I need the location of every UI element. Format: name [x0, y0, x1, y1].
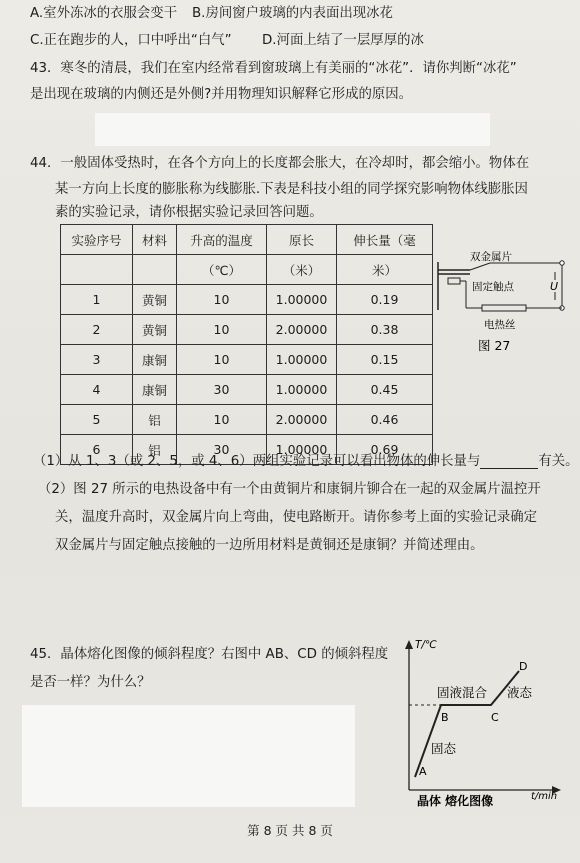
- point-a: A: [419, 765, 427, 778]
- q44-line1: 44．一般固体受热时，在各个方向上的长度都会胀大，在冷却时，都会缩小。物体在: [30, 156, 530, 171]
- table-row: [61, 405, 433, 435]
- option-b: B.房间窗户玻璃的内表面出现冰花: [192, 6, 393, 21]
- table-cell: 黄铜: [133, 285, 177, 315]
- table-row: [61, 285, 433, 315]
- table-cell: 1.00000: [267, 435, 337, 465]
- point-b: B: [441, 711, 449, 724]
- table-cell: 铝: [133, 405, 177, 435]
- table-row: [61, 375, 433, 405]
- label-solid: 固态: [431, 741, 457, 756]
- table-header: 升高的温度: [177, 225, 267, 255]
- q44-sub1: [33, 452, 579, 472]
- table-unit: （℃）: [177, 255, 267, 285]
- table-unit: [61, 255, 133, 285]
- table-cell: 10: [177, 345, 267, 375]
- table-cell: 3: [61, 345, 133, 375]
- page-number: 第 8 页 共 8 页: [247, 823, 333, 838]
- table-unit: [133, 255, 177, 285]
- q45-answer-area[interactable]: [22, 705, 355, 807]
- label-voltage: U: [550, 280, 559, 293]
- q43-line1: 43．寒冬的清晨，我们在室内经常看到窗玻璃上有美丽的“冰花”．请你判断“冰花”: [30, 61, 517, 76]
- label-liquid: 液态: [507, 685, 533, 700]
- table-cell: 康铜: [133, 345, 177, 375]
- table-cell: 1.00000: [267, 285, 337, 315]
- table-unit: 米）: [337, 255, 433, 285]
- q44-sub1-blank[interactable]: [480, 454, 538, 469]
- q44-sub1-text: （1）从 1、3（或 2、5，或 4、6）两组实验记录可以看出物体的伸长量与: [33, 454, 481, 469]
- table-unit: （米）: [267, 255, 337, 285]
- option-a: A.室外冻冰的衣服会变干: [30, 6, 178, 21]
- q45-line2: 是否一样？为什么？: [30, 675, 151, 690]
- table-cell: 30: [177, 375, 267, 405]
- figure-caption: 图 27: [478, 338, 511, 353]
- table-row: [61, 315, 433, 345]
- table-cell: 1: [61, 285, 133, 315]
- table-cell: 2.00000: [267, 315, 337, 345]
- q44-sub2-line3: 双金属片与固定触点接触的一边所用材料是黄铜还是康铜？并简述理由。: [55, 538, 484, 553]
- table-header: 材料: [133, 225, 177, 255]
- table-cell: 铝: [133, 435, 177, 465]
- table-header: 原长: [267, 225, 337, 255]
- label-contact: 固定触点: [472, 281, 514, 293]
- melting-graph: [395, 635, 575, 807]
- label-bimetal: 双金属片: [470, 251, 512, 263]
- q44-line2: 某一方向上长度的膨胀称为线膨胀.下表是科技小组的同学探究影响物体线膨胀因: [55, 182, 528, 197]
- table-cell: 0.69: [337, 435, 433, 465]
- table-cell: 0.15: [337, 345, 433, 375]
- table-cell: 6: [61, 435, 133, 465]
- table-cell: 4: [61, 375, 133, 405]
- q44-sub2-line1: （2）图 27 所示的电热设备中有一个由黄铜片和康铜片铆合在一起的双金属片温控开: [38, 482, 541, 497]
- table-row: [61, 345, 433, 375]
- table-cell: 康铜: [133, 375, 177, 405]
- table-cell: 1.00000: [267, 345, 337, 375]
- label-heater: 电热丝: [484, 319, 516, 331]
- q43-answer-area[interactable]: [95, 113, 490, 146]
- table-cell: 黄铜: [133, 315, 177, 345]
- x-axis-label: t/min: [531, 791, 558, 802]
- point-c: C: [491, 711, 499, 724]
- q44-sub1-end: 有关。: [538, 454, 579, 469]
- table-cell: 0.19: [337, 285, 433, 315]
- point-d: D: [519, 660, 528, 673]
- table-cell: 10: [177, 315, 267, 345]
- table-header-row: [61, 225, 433, 255]
- y-axis-label: T/℃: [415, 639, 437, 651]
- table-header: 伸长量（毫: [337, 225, 433, 255]
- table-cell: 1.00000: [267, 375, 337, 405]
- figure-27-circuit: [430, 250, 570, 385]
- option-d: D.河面上结了一层厚厚的冰: [262, 33, 424, 48]
- table-unit-row: [61, 255, 433, 285]
- table-cell: 10: [177, 405, 267, 435]
- q44-line3: 素的实验记录，请你根据实验记录回答问题。: [55, 205, 323, 220]
- table-cell: 2.00000: [267, 405, 337, 435]
- q45-line1: 45．晶体熔化图像的倾斜程度？右图中 AB、CD 的倾斜程度: [30, 647, 389, 662]
- table-cell: 0.45: [337, 375, 433, 405]
- graph-caption: 晶体 熔化图像: [417, 794, 494, 807]
- option-c: C.正在跑步的人，口中呼出“白气”: [30, 33, 232, 48]
- table-header: 实验序号: [61, 225, 133, 255]
- table-cell: 2: [61, 315, 133, 345]
- table-cell: 10: [177, 285, 267, 315]
- expansion-table: [60, 224, 433, 465]
- label-mixed: 固液混合: [437, 685, 488, 700]
- q44-sub2-line2: 关，温度升高时，双金属片向上弯曲，使电路断开。请你参考上面的实验记录确定: [55, 510, 538, 525]
- table-cell: 5: [61, 405, 133, 435]
- q43-line2: 是出现在玻璃的内侧还是外侧?并用物理知识解释它形成的原因。: [30, 87, 413, 102]
- table-cell: 0.38: [337, 315, 433, 345]
- table-cell: 30: [177, 435, 267, 465]
- table-cell: 0.46: [337, 405, 433, 435]
